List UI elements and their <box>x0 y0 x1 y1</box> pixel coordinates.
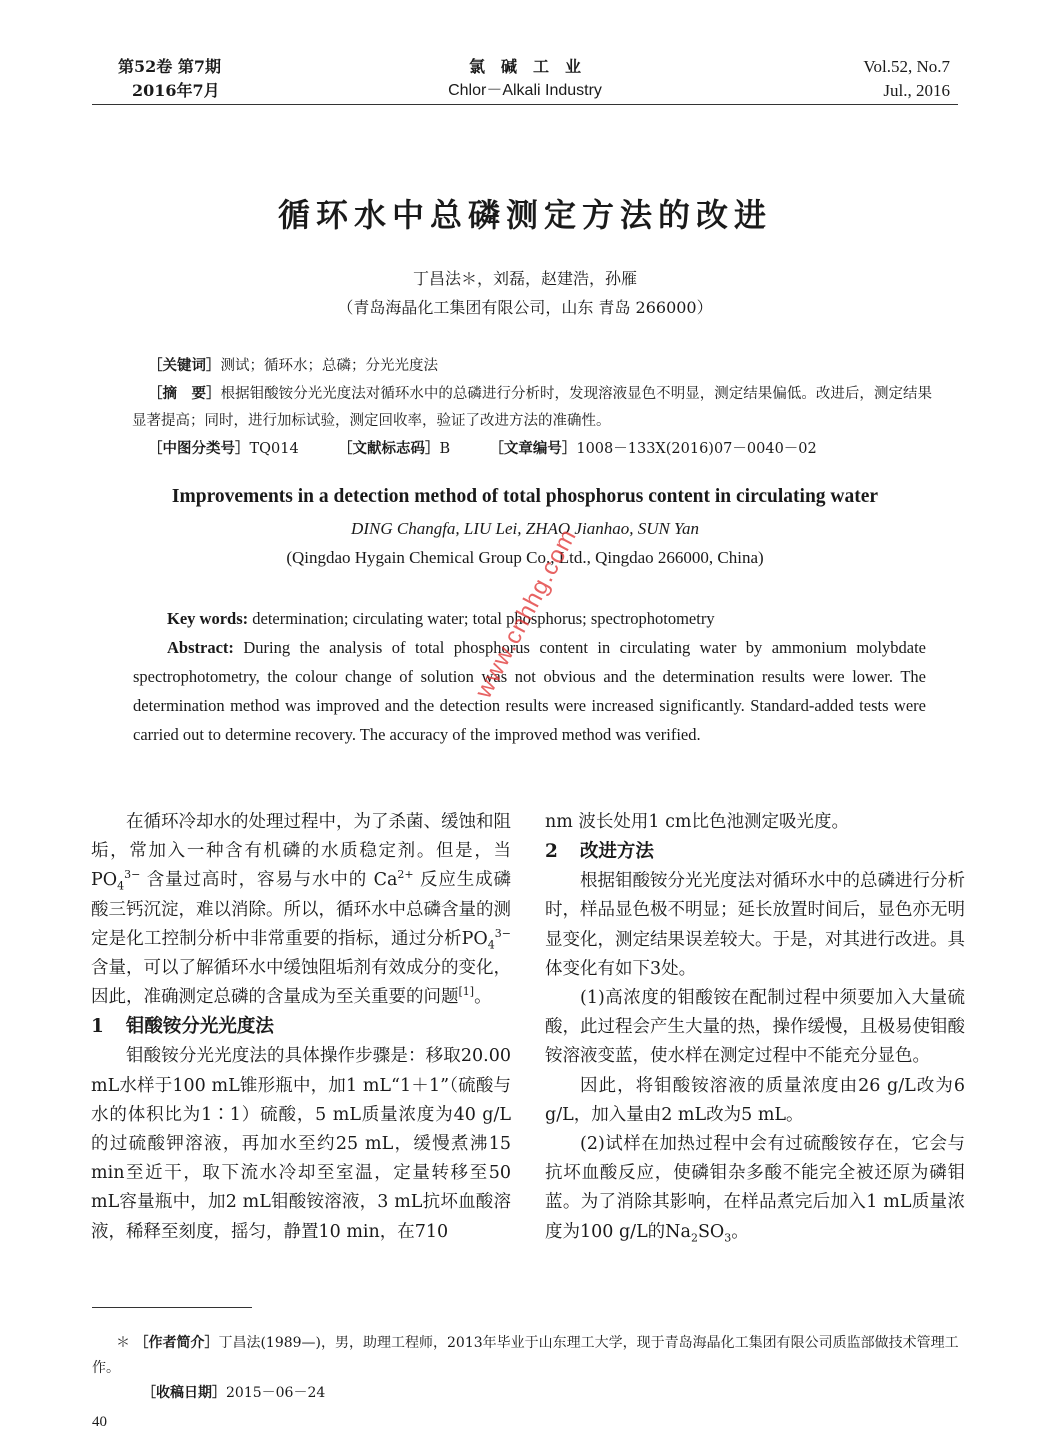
affiliation-cn: （青岛海晶化工集团有限公司，山东 青岛 266000） <box>337 298 713 317</box>
footnote-rule <box>92 1307 252 1308</box>
volume-issue-en: Vol.52, No.7 <box>863 57 950 76</box>
body-paragraph <box>545 1130 965 1247</box>
abstract-en-label: Abstract: <box>167 638 234 657</box>
body-paragraph <box>545 808 965 837</box>
doc-code-value: B <box>439 441 451 457</box>
clc-label: ［中图分类号］ <box>148 440 250 457</box>
paragraph-text: 含量，可以了解循环水中缓蚀阻垢剂有效成分的变化，因此，准确测定总磷的含量成为至关重要的问题 <box>91 958 511 1008</box>
section-title: 改进方法 <box>579 841 654 863</box>
paragraph-text: (2)试样在加热过程中会有过硫酸铵存在，它会与抗坏血酸反应，使磷钼杂多酸不能完全被还原为磷钼蓝。为了消除其影响，在样品煮完后加入1 mL质量浓度为100 g/L的Na <box>545 1134 965 1242</box>
subscript: 4 <box>487 938 495 952</box>
section-heading <box>545 837 965 867</box>
cn-meta-block <box>132 352 932 463</box>
body-paragraph <box>545 867 965 984</box>
authors-en: DING Changfa, LIU Lei, ZHAO Jianhao, SUN Yan <box>351 519 699 538</box>
author-bio-text: 丁昌法(1989—)，男，助理工程师，2013年毕业于山东理工大学，现于青岛海晶化工集团有限公司质监部做技术管理工作。 <box>92 1335 959 1376</box>
subscript: 3 <box>724 1231 732 1245</box>
footnote-author <box>92 1331 962 1381</box>
volume-issue-cn: 第52卷 第7期 <box>118 57 221 76</box>
paragraph-text: 根据钼酸铵分光光度法对循环水中的总磷进行分析时，样品显色极不明显；延长放置时间后，显色亦无明显变化，测定结果误差较大。于是，对其进行改进。具体变化有如下3处。 <box>545 871 965 979</box>
paragraph-text: 在循环冷却水的处理过程中，为了杀菌、缓蚀和阻垢，常加入一种含有机磷的水质稳定剂。但是，当PO <box>91 812 511 891</box>
subscript: 2 <box>690 1231 698 1245</box>
section-heading <box>91 1012 511 1042</box>
abstract-label: ［摘 要］ <box>148 385 221 402</box>
body-paragraph <box>91 1042 511 1246</box>
body-right-column <box>545 808 965 1247</box>
paragraph-text: 因此，将钼酸铵溶液的质量浓度由26 g/L改为6 g/L，加入量由2 mL改为5 mL。 <box>545 1075 965 1125</box>
keywords-en-label: Key words: <box>167 609 249 628</box>
footnote-mark: ＊ <box>116 1335 130 1351</box>
body-paragraph <box>545 1072 965 1130</box>
received-date: 2015－06－24 <box>226 1385 326 1401</box>
authors-cn: 丁昌法＊，刘磊，赵建浩，孙雁 <box>412 269 637 288</box>
received-label: ［收稿日期］ <box>142 1385 226 1401</box>
affiliation-en: (Qingdao Hygain Chemical Group Co., Ltd., Qingdao 266000, China) <box>286 548 764 567</box>
keywords-text: 测试；循环水；总磷；分光光度法 <box>220 358 438 374</box>
superscript: 3− <box>494 926 511 940</box>
date-en: Jul., 2016 <box>883 81 950 100</box>
footnote-received <box>92 1381 1012 1406</box>
article-id-label: ［文章编号］ <box>489 440 577 457</box>
abstract-en-text: During the analysis of total phosphorus content in circulating water by ammonium molybdate spectrophotometry, the colour change of solution was not obvious and the determination results were lower. The determination method was improved and the detection results were increased significantly. Standard-added tests were carried out to determine recovery. The accuracy of the improved method was verified. <box>133 638 926 744</box>
clc-value: TQ014 <box>249 441 299 457</box>
header-right <box>863 55 950 103</box>
paragraph-text: 反应生成磷酸三钙沉淀，难以消除。所以，循环水中总磷含量的测定是化工控制分析中非常重要的指标，通过分析PO <box>91 870 512 949</box>
header-rule <box>92 104 958 105</box>
abstract-text: 根据钼酸铵分光光度法对循环水中的总磷进行分析时，发现溶液显色不明显，测定结果偏低。改进后，测定结果显著提高；同时，进行加标试验，测定回收率，验证了改进方法的准确性。 <box>132 386 933 429</box>
section-number: 2 <box>545 841 558 863</box>
keywords-en-text: determination; circulating water; total phosphorus; spectrophotometry <box>248 609 715 628</box>
paragraph-text: (1)高浓度的钼酸铵在配制过程中须要加入大量硫酸，此过程会产生大量的热，操作缓慢，且极易使钼酸铵溶液变蓝，使水样在测定过程中不能充分显色。 <box>545 988 965 1067</box>
body-left-column <box>91 808 511 1247</box>
author-bio-label: ［作者简介］ <box>134 1335 219 1351</box>
paragraph-text: 。 <box>731 1221 749 1242</box>
journal-name-en: Chlor－Alkali Industry <box>448 82 602 99</box>
paragraph-text: 。 <box>474 987 492 1008</box>
superscript: 3− <box>124 868 141 882</box>
paragraph-text: SO <box>697 1221 725 1242</box>
body-paragraph <box>91 808 511 1012</box>
section-number: 1 <box>91 1016 104 1038</box>
section-title: 钼酸铵分光光度法 <box>125 1016 274 1038</box>
subscript: 4 <box>117 879 125 893</box>
date-cn: 2016年7月 <box>132 81 220 100</box>
paper-title-cn: 循环水中总磷测定方法的改进 <box>277 196 772 234</box>
page-number: 40 <box>92 1414 107 1430</box>
watermark: www.cnhhg.com <box>470 524 582 703</box>
article-id-value: 1008－133X(2016)07－0040－02 <box>576 441 817 457</box>
superscript: [1] <box>458 985 475 999</box>
doc-code-label: ［文献标志码］ <box>337 440 440 457</box>
paragraph-text: 含量过高时，容易与水中的 Ca <box>140 870 398 891</box>
paragraph-text: 钼酸铵分光光度法的具体操作步骤是：移取20.00 mL水样于100 mL锥形瓶中，加1 mL“1＋1”（硫酸与水的体积比为1∶1）硫酸，5 mL质量浓度为40 g/L的过硫酸钾溶液，再加水至约25 mL，缓慢煮沸15 min至近干，取下流水冷却至室温，定量转移至50 mL容量瓶中，加2 mL钼酸铵溶液，3 mL抗坏血酸溶液，稀释至刻度，摇匀，静置10 min，在710 <box>91 1046 511 1242</box>
paper-title-en: Improvements in a detection method of total phosphorus content in circulating water <box>171 486 879 507</box>
journal-name-cn: 氯 碱 工 业 <box>468 57 581 76</box>
keywords-label: ［关键词］ <box>148 357 221 374</box>
superscript: 2+ <box>397 868 414 882</box>
body-paragraph <box>545 984 965 1072</box>
paragraph-text: nm 波长处用1 cm比色池测定吸光度。 <box>545 812 850 832</box>
